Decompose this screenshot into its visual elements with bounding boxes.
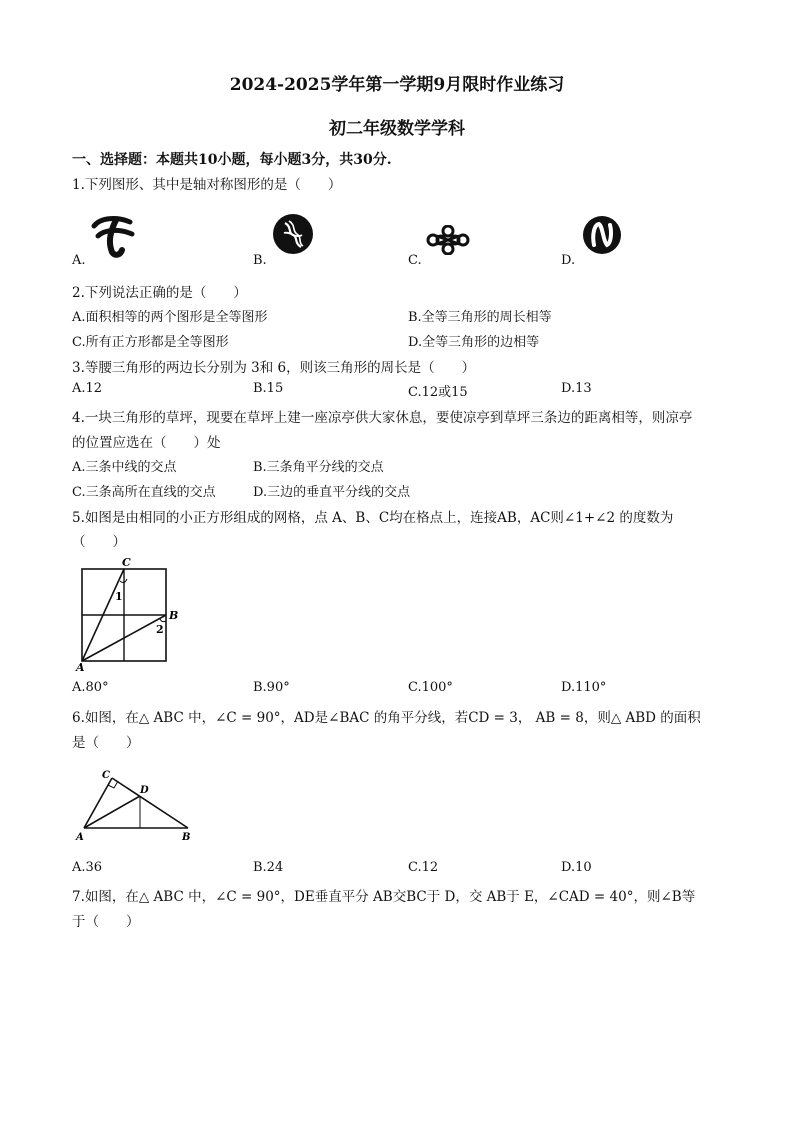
question-5-text-line2: （ ） (72, 534, 126, 550)
question-4-option-d[interactable]: D.三边的垂直平分线的交点 (253, 485, 411, 500)
figure-5-label-c: C (122, 556, 131, 569)
question-6-option-a[interactable]: A.36 (72, 860, 103, 875)
question-3-option-c[interactable]: C.12或15 (408, 385, 468, 400)
page-subtitle: 初二年级数学学科 (329, 119, 465, 139)
question-4-option-c[interactable]: C.三条高所在直线的交点 (72, 485, 216, 500)
question-5-option-d[interactable]: D.110° (561, 680, 607, 695)
question-1-option-c[interactable]: C. (408, 253, 422, 268)
question-6-option-b[interactable]: B.24 (253, 860, 284, 875)
question-3-option-b[interactable]: B.15 (253, 381, 284, 396)
question-4-text-line2: 的位置应选在（ ）处 (72, 435, 221, 451)
question-3-text: 3.等腰三角形的两边长分别为 3和 6，则该三角形的周长是（ ） (72, 360, 476, 376)
question-1-text: 1.下列图形、其中是轴对称图形的是（ ） (72, 177, 342, 193)
question-2-option-b[interactable]: B.全等三角形的周长相等 (408, 310, 552, 325)
question-4-option-a[interactable]: A.三条中线的交点 (72, 460, 177, 475)
question-6-triangle-figure (74, 766, 198, 842)
circle-knot-logo-icon (272, 213, 314, 255)
figure-5-label-a: A (76, 661, 85, 673)
china-telecom-logo-icon (90, 212, 136, 258)
question-1-option-d[interactable]: D. (561, 253, 576, 268)
question-5-text-line1: 5.如图是由相同的小正方形组成的网格，点 A、B、C均在格点上，连接AB，AC则∠1+∠2 的度数为 (72, 510, 674, 526)
figure-6-label-a: A (76, 832, 84, 842)
figure-5-label-b: B (169, 609, 179, 622)
figure-5-label-1: 1 (115, 590, 123, 603)
page-title: 2024-2025学年第一学期9月限时作业练习 (229, 75, 565, 95)
question-6-option-d[interactable]: D.10 (561, 860, 592, 875)
question-7-text-line1: 7.如图，在△ ABC 中，∠C = 90°，DE垂直平分 AB交BC于 D，交 AB于 E，∠CAD = 40°，则∠B等 (72, 889, 696, 905)
question-6-text-line1: 6.如图，在△ ABC 中，∠C = 90°，AD是∠BAC 的角平分线，若CD = 3， AB = 8，则△ ABD 的面积 (72, 710, 701, 726)
question-5-grid-figure (74, 555, 184, 673)
question-6-option-c[interactable]: C.12 (408, 860, 439, 875)
figure-5-label-2: 2 (156, 623, 164, 636)
question-1-option-b[interactable]: B. (253, 253, 267, 268)
question-2-option-a[interactable]: A.面积相等的两个图形是全等图形 (72, 310, 268, 325)
question-4-option-b[interactable]: B.三条角平分线的交点 (253, 460, 384, 475)
question-5-option-c[interactable]: C.100° (408, 680, 453, 695)
question-2-text: 2.下列说法正确的是（ ） (72, 285, 247, 301)
circle-n-logo-icon (581, 215, 623, 255)
section-heading: 一、选择题：本题共10小题，每小题3分，共30分. (72, 152, 392, 168)
question-2-option-d[interactable]: D.全等三角形的边相等 (408, 335, 540, 350)
china-unicom-knot-icon (425, 225, 471, 255)
question-3-option-a[interactable]: A.12 (72, 381, 103, 396)
question-6-text-line2: 是（ ） (72, 735, 140, 751)
question-5-option-a[interactable]: A.80° (72, 680, 109, 695)
figure-6-label-d: D (140, 785, 149, 796)
figure-6-label-b: B (182, 832, 191, 842)
question-5-option-b[interactable]: B.90° (253, 680, 290, 695)
question-4-text-line1: 4.一块三角形的草坪，现要在草坪上建一座凉亭供大家休息，要使凉亭到草坪三条边的距离相等，则凉亭 (72, 410, 693, 426)
question-2-option-c[interactable]: C.所有正方形都是全等图形 (72, 335, 229, 350)
question-1-option-a[interactable]: A. (72, 253, 86, 268)
figure-6-label-c: C (102, 770, 110, 781)
question-7-text-line2: 于（ ） (72, 914, 140, 930)
question-3-option-d[interactable]: D.13 (561, 381, 592, 396)
